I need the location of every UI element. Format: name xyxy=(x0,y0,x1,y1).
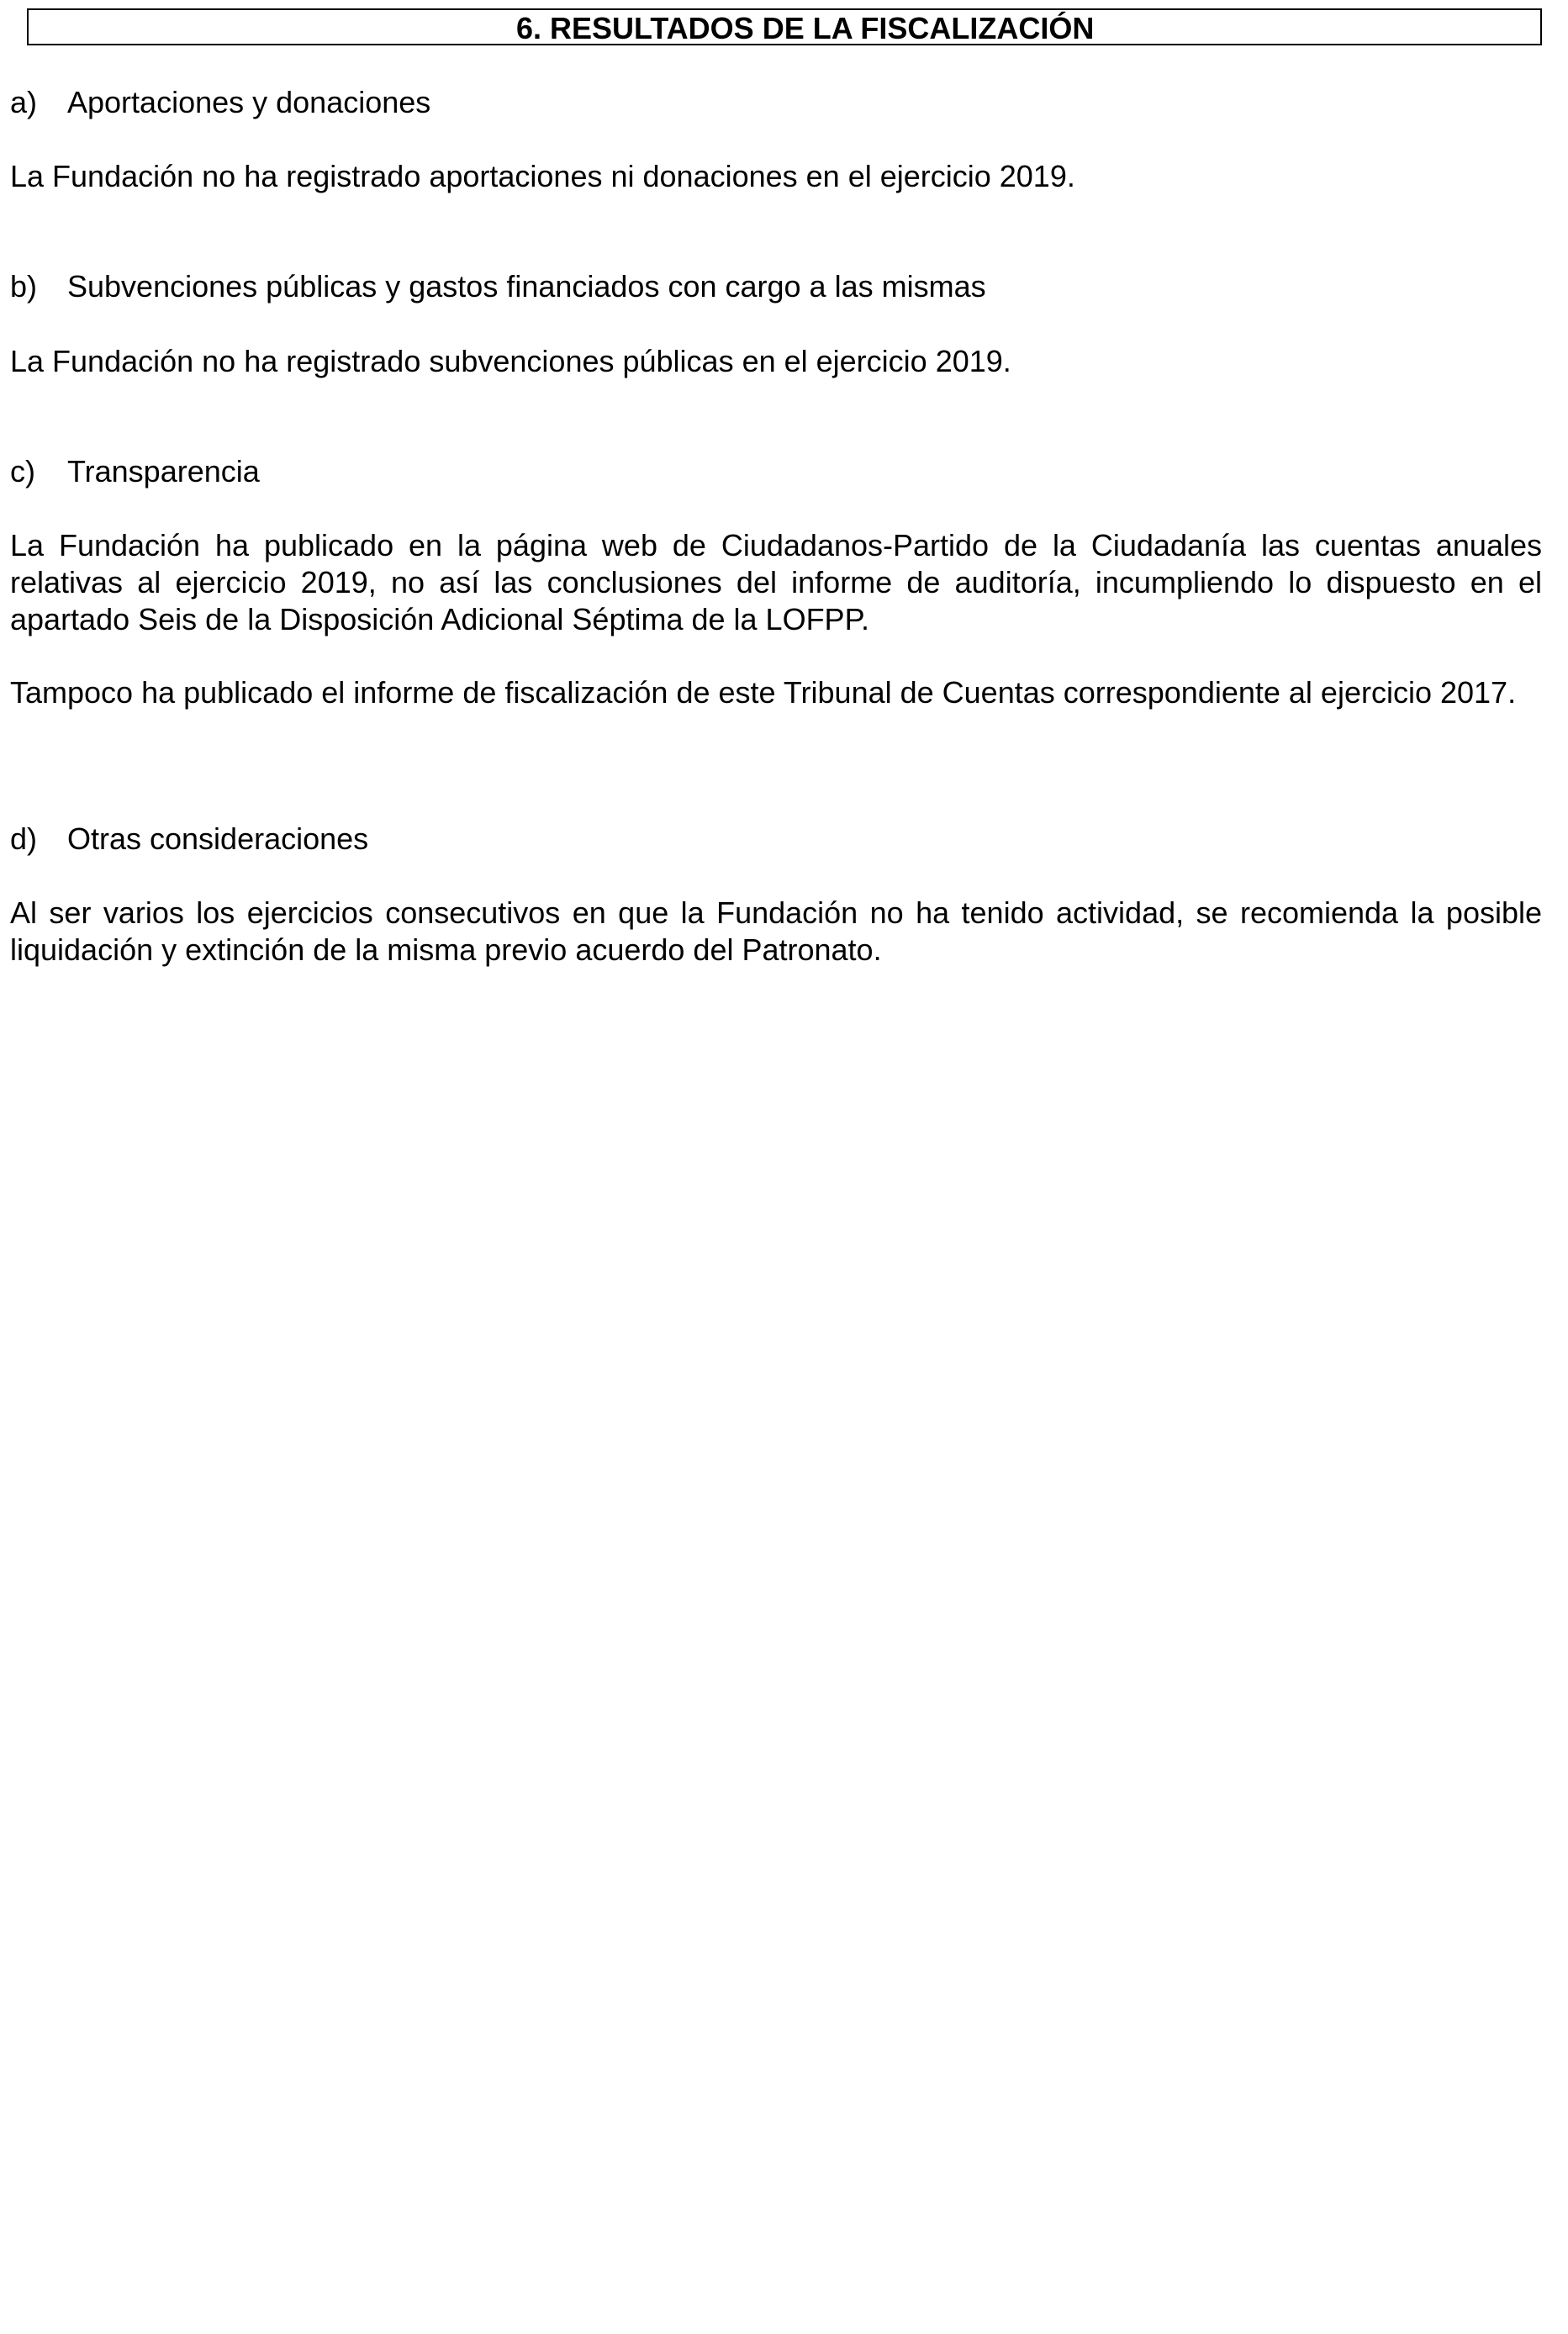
section-b-letter: b) xyxy=(10,269,38,304)
section-b-paragraph-1: La Fundación no ha registrado subvenciones públicas en el ejercicio 2019. xyxy=(10,344,1011,378)
section-d-title: Otras consideraciones xyxy=(67,821,369,856)
section-d-heading xyxy=(10,821,368,858)
section-title: 6. RESULTADOS DE LA FISCALIZACIÓN xyxy=(516,11,1095,45)
section-c-heading xyxy=(10,453,260,490)
section-a-heading xyxy=(10,84,430,121)
section-a-paragraph-1: La Fundación no ha registrado aportaciones ni donaciones en el ejercicio 2019. xyxy=(10,159,1075,193)
section-a-title: Aportaciones y donaciones xyxy=(67,85,431,119)
section-a-letter: a) xyxy=(10,85,38,119)
section-b-heading xyxy=(10,268,986,305)
section-d-letter: d) xyxy=(10,821,38,856)
section-c-title: Transparencia xyxy=(67,454,260,488)
section-b-title: Subvenciones públicas y gastos financiados con cargo a las mismas xyxy=(67,269,986,304)
section-c-paragraph-2: Tampoco ha publicado el informe de fiscalización de este Tribunal de Cuentas correspondiente al ejercicio 2017. xyxy=(10,675,1517,710)
section-c-letter: c) xyxy=(10,454,35,488)
section-d-paragraph-1: Al ser varios los ejercicios consecutivos en que la Fundación no ha tenido actividad, se recomienda la posible liquidación y extinción de la misma previo acuerdo del Patronato. xyxy=(10,895,1542,967)
section-title-box xyxy=(27,8,1542,45)
section-c-paragraph-1: La Fundación ha publicado en la página web de Ciudadanos-Partido de la Ciudadanía las cuentas anuales relativas al ejercicio 2019, no así las conclusiones del informe de auditoría, incumpliendo lo dispuesto en el apartado Seis de la Disposición Adicional Séptima de la LOFPP. xyxy=(10,528,1542,636)
